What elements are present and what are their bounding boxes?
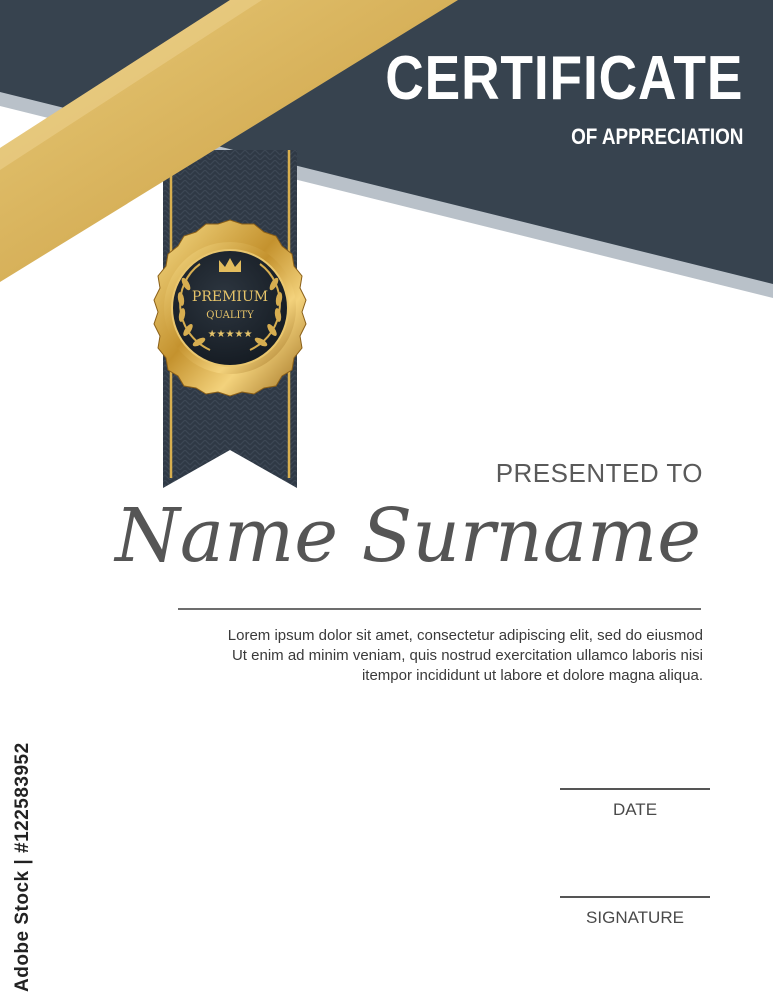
certificate-subtitle: OF APPRECIATION	[570, 124, 743, 149]
stock-watermark-id: Adobe Stock | #122583952	[12, 742, 33, 992]
name-underline	[178, 608, 701, 610]
date-label: DATE	[612, 800, 658, 819]
signature-label: SIGNATURE	[586, 908, 684, 927]
certificate-body-text	[143, 626, 703, 686]
premium-quality-medal	[154, 220, 306, 396]
body-line: Ut enim ad minim veniam, quis nostrud exercitation ullamco laboris nisi	[231, 647, 703, 664]
badge-line1: PREMIUM	[191, 289, 269, 305]
date-line	[560, 788, 710, 790]
presented-to-label: PRESENTED TO	[495, 458, 703, 488]
badge-stars: ★★★★★	[207, 329, 253, 340]
body-line: itempor incididunt ut labore et dolore magna aliqua.	[361, 667, 703, 684]
body-line: Lorem ipsum dolor sit amet, consectetur adipiscing elit, sed do eiusmod	[227, 627, 703, 644]
badge-line2: QUALITY	[206, 310, 254, 321]
signature-line	[560, 896, 710, 898]
certificate-title: CERTIFICATE	[384, 44, 743, 113]
recipient-name: Name Surname	[115, 493, 701, 579]
